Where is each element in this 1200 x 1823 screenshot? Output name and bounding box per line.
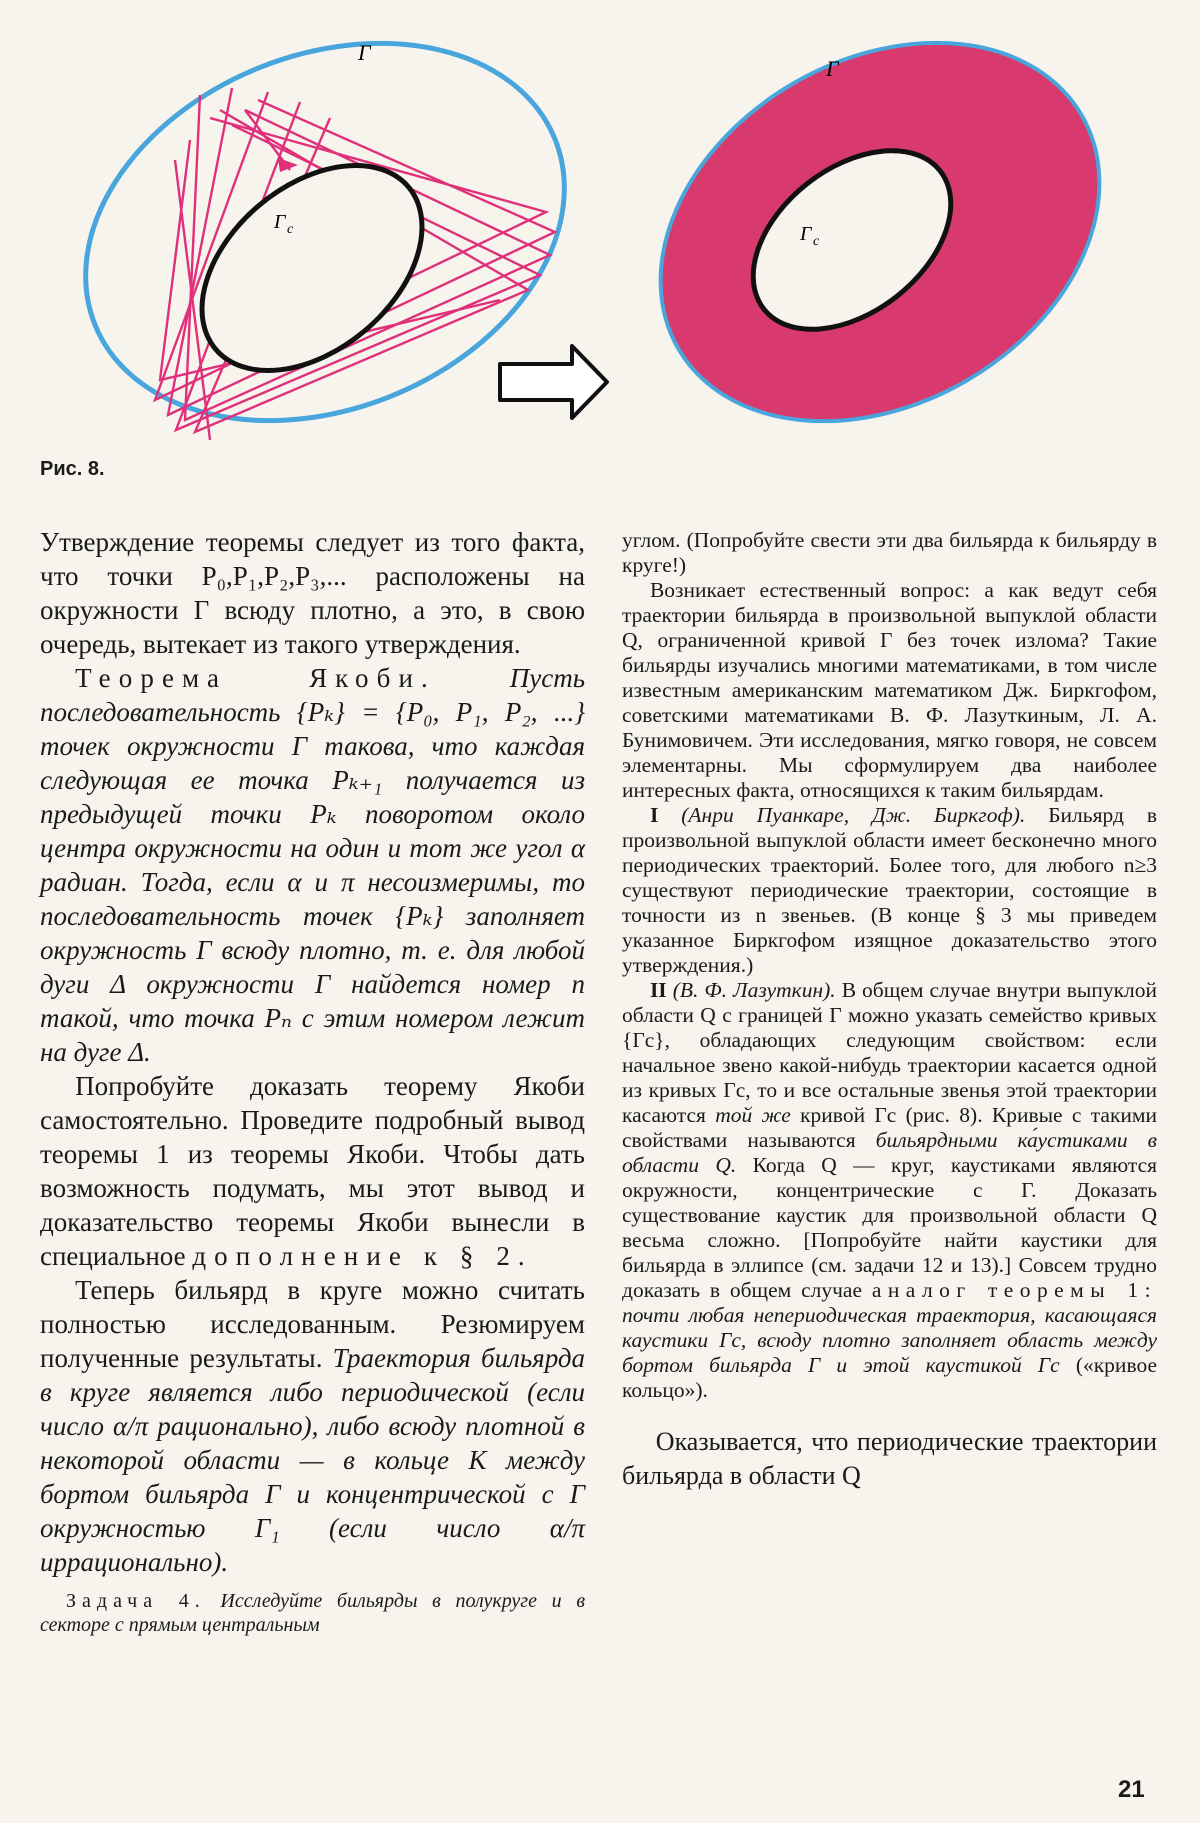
paragraph-summary [40,1273,585,1579]
fact-two-italic-same: той же [715,1103,791,1127]
task-label: Задача 4. [66,1590,206,1612]
trajectory-arrowhead [278,158,298,172]
fact-two [622,978,1157,1403]
figure-8-drawing [0,0,1200,500]
jacobi-statement: Пусть последовательность {Pₖ} = {P₀, P₁, P₂, ...} точек окружности Г такова, что каждая следующая ее точка Pₖ₊₁ получается из предыдущей точки Pₖ поворотом около центра окружности на один и тот же угол α радиан. Тогда, если α и π несоизмеримы, то последовательность точек {Pₖ} заполняет окружность Г всюду плотно, т. е. для любой дуги Δ окружности Г найдется номер n такой, что точка Pₙ с этим номером лежит на дуге Δ. [40,663,585,1067]
fact-one-text: Бильярд в произвольной выпуклой области имеет бесконечно много периодических траекторий. Более того, для любого n≥3 существуют периодические траектории, состоящие в точности из n звеньев. (В конце § 3 мы приведем указанное Биркгофом изящное доказательство этого утверждения.) [622,803,1157,977]
right-column [622,528,1157,1493]
fact-two-italic-claim: почти любая непериодическая траектория, касающаяся каустики Гc, всюду плотно заполняет область между бортом бильярда Г и этой каустикой Гc [622,1303,1157,1377]
page-number: 21 [1118,1776,1145,1803]
paragraph-proof-hint [40,1069,585,1273]
paragraph-question: Возникает естественный вопрос: а как ведут себя траектории бильярда в произвольной выпуклой области Q, ограниченной кривой Г без точек излома? Такие бильярды изучались многими математиками, в том числе известным американским математиком Дж. Биркгофом, советскими математиками В. Ф. Лазуткиным, Л. А. Бунимовичем. Эти исследования, мягко говоря, не совсем элементарны. Мы сформулируем два наиболее интересных факта, относящихся к таким бильярдам. [622,578,1157,802]
fact-two-end: («кривое кольцо»). [622,1353,1157,1402]
paragraph-intro: Утверждение теоремы следует из того факта, что точки P₀,P₁,P₂,P₃,... расположены на окружности Г всюду плотно, а это, в свою очередь, вытекает из такого утверждения. [40,527,585,659]
right-label-caustic: Г [800,223,812,245]
task-4 [40,1589,585,1637]
fact-two-text: В общем случае внутри выпуклой области Q с границей Г можно указать семейство кривых {Гc}, обладающих следующим свойством: если начальное звено какой-нибудь траектории касается одной из кривых Гc, то и все остальные звенья этой траектории касаются [622,978,1158,1127]
fact-two-author: (В. Ф. Лазуткин). [672,978,836,1002]
fact-one-authors: (Анри Пуанкаре, Дж. Биркгоф). [681,803,1026,827]
right-label-outer: Г [826,56,839,81]
fact-two-text-3: Когда Q — круг, каустиками являются окружности, концентрические с Г. Доказать существование каустик для произвольной области Q весьма сложно. [Попробуйте найти каустики для бильярда в эллипсе (см. задачи 12 и 13).] Совсем трудно доказать в общем случае [622,1153,1158,1302]
figure-caption: Рис. 8. [40,458,105,480]
task-text: Исследуйте бильярды в полукруге и в секторе с прямым центральным [40,1590,585,1636]
paragraph-continuation: углом. (Попробуйте свести эти два бильярда к бильярду в круге!) [622,528,1157,577]
left-label-outer: Г [358,40,371,65]
left-column [40,525,585,1637]
analog-spaced: аналог теоремы 1: [871,1278,1158,1302]
transition-arrow [500,346,607,418]
left-label-caustic: Г [274,211,286,233]
left-label-caustic-sub: c [287,222,294,237]
caustics-term: бильярдными ка́устиками в области Q. [622,1128,1158,1177]
figure-8 [0,0,1200,500]
fact-two-label: II [649,978,667,1002]
supplement-reference: дополнение к § 2. [192,1241,533,1271]
jacobi-theorem [40,661,585,1069]
summary-intro: Теперь бильярд в круге можно считать полностью исследованным. Резюмируем полученные результаты. [40,1275,585,1373]
fact-one [622,803,1157,978]
fact-two-text-2: кривой Гc (рис. 8). Кривые с такими свойствами называются [622,1103,1158,1152]
paragraph-closing: Оказывается, что периодические траектории бильярда в области Q [622,1427,1157,1490]
summary-result: Траектория бильярда в круге является либо периодической (если число α/π рационально), либо всюду плотной в некоторой области — в кольце K между бортом бильярда Г и концентрической с Г окружностью Г₁ (если число α/π иррационально). [40,1343,585,1577]
proof-hint-text: Попробуйте доказать теорему Якоби самостоятельно. Проведите подробный вывод теоремы 1 из теоремы Якоби. Чтобы дать возможность подумать, мы этот вывод и доказательство теоремы Якоби вынесли в специальное [40,1071,585,1271]
jacobi-title: Теорема Якоби. [75,663,436,693]
fact-one-label: I [649,803,659,827]
right-label-caustic-sub: c [813,234,820,249]
